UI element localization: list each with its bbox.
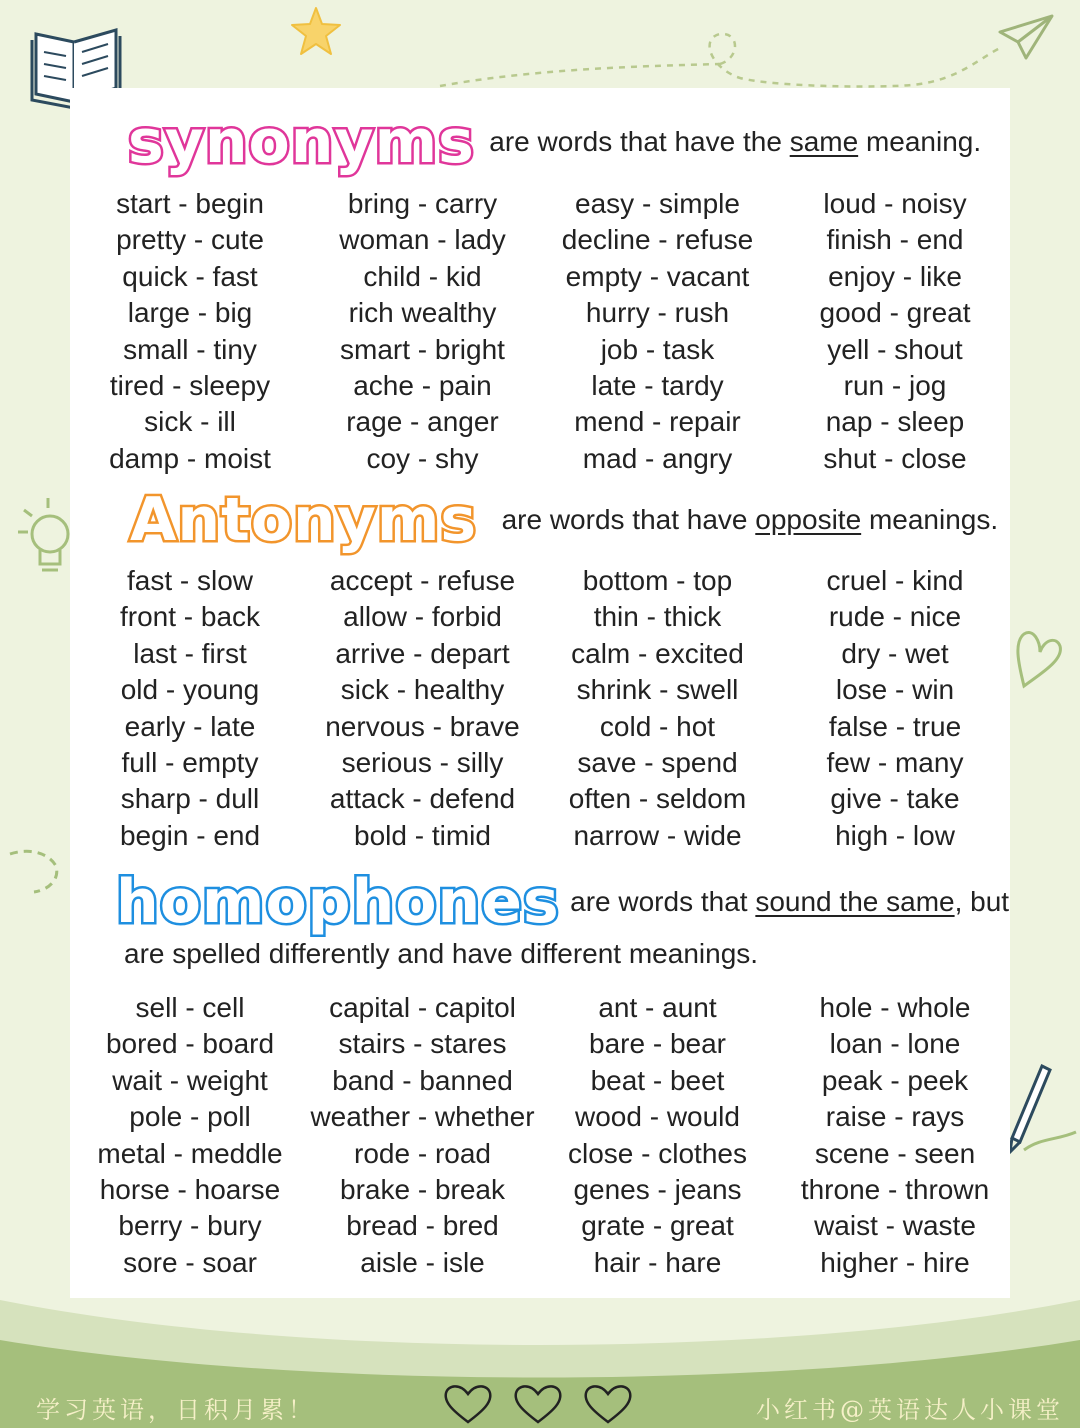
antonyms-column <box>310 563 535 854</box>
word-pair: damp - moist <box>109 442 271 474</box>
word-pair: enjoy - like <box>828 260 962 292</box>
word-pair: rich wealthy <box>348 297 497 329</box>
word-pair: shrink - swell <box>576 674 739 706</box>
word-pair: dry - wet <box>841 637 949 669</box>
word-pair: narrow - wide <box>573 819 742 851</box>
word-pair: small - tiny <box>123 333 257 365</box>
word-pair: hair - hare <box>593 1246 722 1278</box>
word-pair: throne - thrown <box>800 1173 990 1205</box>
word-pair: sore - soar <box>123 1246 257 1278</box>
word-pair: band - banned <box>332 1064 513 1096</box>
homophones-word-grid <box>70 990 1010 1281</box>
word-pair: waist - waste <box>814 1210 976 1242</box>
word-pair: child - kid <box>363 260 482 292</box>
word-pair: coy - shy <box>366 442 479 474</box>
word-pair: sick - ill <box>144 406 236 438</box>
word-pair: lose - win <box>835 674 955 706</box>
word-pair: calm - excited <box>571 637 744 669</box>
word-pair: horse - hoarse <box>99 1173 281 1205</box>
word-pair: bold - timid <box>354 819 491 851</box>
footer-right-text: 小红书@英语达人小课堂 <box>756 1396 1064 1424</box>
word-pair: start - begin <box>116 188 264 219</box>
word-pair: thin - thick <box>593 601 722 633</box>
antonyms-description: are words that have opposite meanings. <box>501 504 999 535</box>
word-pair: empty - vacant <box>565 260 750 292</box>
word-pair: hurry - rush <box>585 297 730 329</box>
word-pair: close - clothes <box>568 1137 747 1169</box>
word-pair: cruel - kind <box>826 565 964 596</box>
homophones-column <box>310 990 535 1281</box>
homophones-column <box>780 990 1010 1281</box>
word-pair: capital - capitol <box>329 992 516 1023</box>
synonyms-description: are words that have the same meaning. <box>489 126 982 157</box>
word-pair: brake - break <box>340 1173 505 1205</box>
pen-icon <box>1000 1060 1080 1160</box>
word-pair: good - great <box>819 297 971 329</box>
word-pair: early - late <box>124 710 256 742</box>
synonyms-column <box>535 186 780 477</box>
synonyms-title: synonyms <box>128 107 475 177</box>
synonyms-heading <box>128 107 1010 177</box>
word-pair: job - task <box>600 333 715 365</box>
word-pair: begin - end <box>119 819 261 851</box>
antonyms-column <box>780 563 1010 854</box>
antonyms-heading <box>130 485 1010 555</box>
word-pair: metal - meddle <box>97 1137 283 1169</box>
word-pair: peak - peek <box>821 1064 969 1096</box>
synonyms-column <box>780 186 1010 477</box>
antonyms-title: Antonyms <box>130 485 478 555</box>
word-pair: berry - bury <box>118 1210 262 1242</box>
word-pair: bread - bred <box>346 1210 499 1242</box>
word-pair: ache - pain <box>353 369 492 401</box>
word-pair: finish - end <box>826 224 964 256</box>
word-pair: shut - close <box>823 442 967 474</box>
homophones-heading <box>116 867 1010 937</box>
word-pair: wood - would <box>575 1101 740 1133</box>
word-pair: few - many <box>826 746 964 778</box>
word-pair: accept - refuse <box>329 565 516 596</box>
word-pair: attack - defend <box>329 783 516 815</box>
word-pair: stairs - stares <box>338 1028 507 1060</box>
word-pair: arrive - depart <box>335 637 510 669</box>
homophones-description-line2: are spelled differently and have different meanings. <box>124 938 759 969</box>
word-pair: bored - board <box>105 1028 275 1060</box>
word-pair: cold - hot <box>599 710 716 742</box>
word-pair: late - tardy <box>591 369 724 401</box>
antonyms-column <box>70 563 310 854</box>
word-pair: sell - cell <box>135 992 245 1023</box>
homophones-description: are words that sound the same, but <box>570 886 1010 917</box>
homophones-title: homophones <box>116 867 560 937</box>
word-pair: beat - beet <box>590 1064 725 1096</box>
heart-icon <box>1010 612 1070 692</box>
word-pair: serious - silly <box>341 746 504 778</box>
heart-icon <box>512 1382 564 1426</box>
word-pair: often - seldom <box>568 783 747 815</box>
synonyms-word-grid <box>70 186 1010 477</box>
word-pair: easy - simple <box>575 188 740 219</box>
word-pair: weather - whether <box>310 1101 535 1133</box>
word-pair: rode - road <box>354 1137 491 1169</box>
word-pair: last - first <box>133 637 247 669</box>
word-pair: ant - aunt <box>598 992 717 1023</box>
antonyms-column <box>535 563 780 854</box>
word-pair: bottom - top <box>582 565 733 596</box>
word-pair: hole - whole <box>819 992 971 1023</box>
homophones-column <box>70 990 310 1281</box>
heart-icon <box>442 1382 494 1426</box>
word-pair: loud - noisy <box>823 188 967 219</box>
word-pair: sick - healthy <box>340 674 505 706</box>
word-pair: rude - nice <box>828 601 962 633</box>
word-pair: pole - poll <box>129 1101 251 1133</box>
word-pair: bring - carry <box>347 188 498 219</box>
word-pair: smart - bright <box>340 333 505 365</box>
star-icon <box>288 4 344 60</box>
word-pair: mad - angry <box>582 442 733 474</box>
content-card <box>70 88 1010 1298</box>
word-pair: woman - lady <box>339 224 506 256</box>
word-pair: give - take <box>830 783 960 815</box>
word-pair: decline - refuse <box>561 224 754 256</box>
word-pair: scene - seen <box>814 1137 976 1169</box>
homophones-column <box>535 990 780 1281</box>
word-pair: genes - jeans <box>573 1173 742 1205</box>
word-pair: fast - slow <box>126 565 254 596</box>
word-pair: higher - hire <box>820 1246 970 1278</box>
word-pair: quick - fast <box>122 260 258 292</box>
word-pair: aisle - isle <box>360 1246 485 1278</box>
word-pair: loan - lone <box>829 1028 961 1060</box>
word-pair: full - empty <box>121 746 259 778</box>
word-pair: bare - bear <box>589 1028 726 1060</box>
word-pair: raise - rays <box>825 1101 965 1133</box>
word-pair: nervous - brave <box>325 710 520 742</box>
word-pair: grate - great <box>581 1210 734 1242</box>
synonyms-column <box>70 186 310 477</box>
word-pair: save - spend <box>577 746 738 778</box>
word-pair: mend - repair <box>574 406 741 438</box>
word-pair: nap - sleep <box>825 406 965 438</box>
footer-left-text: 学习英语，日积月累！ <box>36 1396 316 1424</box>
word-pair: high - low <box>835 819 955 851</box>
word-pair: front - back <box>119 601 261 633</box>
dash-decoration <box>4 846 64 902</box>
word-pair: false - true <box>828 710 962 742</box>
word-pair: yell - shout <box>827 333 963 365</box>
word-pair: wait - weight <box>112 1064 268 1096</box>
paper-plane-icon <box>420 8 1070 90</box>
word-pair: pretty - cute <box>116 224 264 256</box>
synonyms-column <box>310 186 535 477</box>
word-pair: rage - anger <box>346 406 499 438</box>
antonyms-word-grid <box>70 563 1010 854</box>
word-pair: tired - sleepy <box>109 369 271 401</box>
heart-icon <box>582 1382 634 1426</box>
word-pair: old - young <box>120 674 260 706</box>
word-pair: allow - forbid <box>343 601 502 633</box>
word-pair: large - big <box>127 297 253 329</box>
word-pair: run - jog <box>843 369 947 401</box>
lightbulb-icon <box>4 492 74 582</box>
word-pair: sharp - dull <box>120 783 260 815</box>
